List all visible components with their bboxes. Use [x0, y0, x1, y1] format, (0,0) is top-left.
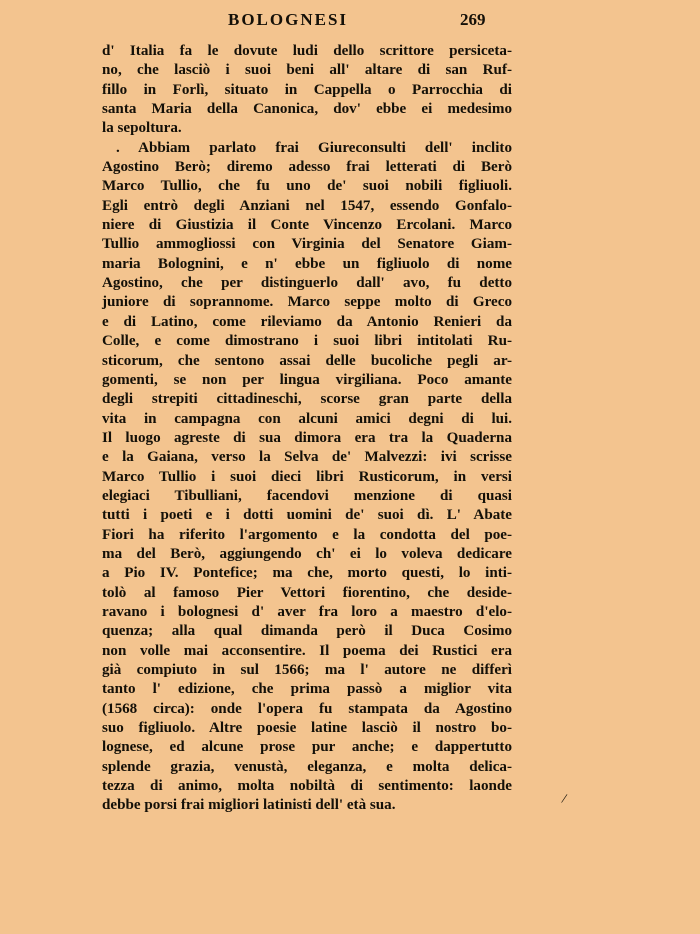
text-line: tutti i poeti e i dotti uomini de' suoi dì. L' Abate	[102, 507, 512, 524]
text-line: fillo in Forlì, situato in Cappella o Parrocchia di	[102, 81, 512, 98]
text-line: Colle, e come dimostrano i suoi libri intitolati Ru-	[102, 333, 512, 350]
text-line: Egli entrò degli Anziani nel 1547, essendo Gonfalo-	[102, 197, 512, 214]
text-line: quenza; alla qual dimanda però il Duca Cosimo	[102, 623, 512, 640]
page-number: 269	[460, 10, 486, 29]
text-line: e di Latino, come rileviamo da Antonio Renieri da	[102, 313, 512, 330]
running-head-title: BOLOGNESI	[228, 10, 349, 29]
text-line: Fiori ha riferito l'argomento e la condotta del poe-	[102, 526, 512, 543]
text-line: Il luogo agreste di sua dimora era tra la Quaderna	[102, 429, 512, 446]
text-line: lognese, ed alcune prose pur anche; e dappertutto	[102, 739, 512, 756]
text-line: . Abbiam parlato frai Giureconsulti dell' inclito	[116, 139, 512, 156]
text-line: Agostino Berò; diremo adesso frai letterati di Berò	[102, 159, 512, 176]
text-line: a Pio IV. Pontefice; ma che, morto questi, lo inti-	[102, 565, 512, 582]
text-line: già compiuto in sul 1566; ma l' autore ne differì	[102, 662, 512, 678]
text-line: non volle mai acconsentire. Il poema dei Rustici era	[102, 642, 512, 659]
text-line: vita in campagna con alcuni amici degni di lui.	[102, 410, 512, 427]
text-line: tezza di animo, molta nobiltà di sentimento: laonde	[102, 778, 512, 795]
text-line: santa Maria della Canonica, dov' ebbe ei medesimo	[102, 101, 512, 118]
text-line: splende grazia, venustà, eleganza, e molta delica-	[102, 758, 512, 775]
text-line: Agostino, che per distinguerlo dall' avo, fu detto	[102, 275, 512, 292]
text-line: elegiaci Tibulliani, facendovi menzione di quasi	[102, 487, 512, 504]
text-line: suo figliuolo. Altre poesie latine lasciò il nostro bo-	[102, 720, 512, 737]
stray-ink-mark: /	[560, 791, 568, 808]
text-line: gomenti, se non per lingua virgiliana. Poco amante	[102, 371, 512, 388]
text-line: Marco Tullio i suoi dieci libri Rusticorum, in versi	[102, 468, 512, 485]
running-head	[0, 10, 700, 34]
text-line: debbe porsi frai migliori latinisti dell' età sua.	[102, 797, 396, 814]
text-line: maria Bolognini, e n' ebbe un figliuolo di nome	[102, 255, 512, 272]
text-line: Marco Tullio, che fu uno de' suoi nobili figliuoli.	[102, 178, 512, 195]
text-line: (1568 circa): onde l'opera fu stampata da Agostino	[102, 700, 512, 717]
text-line: degli strepiti cittadineschi, scorse gran parte della	[102, 391, 512, 408]
text-line: ravano i bolognesi d' aver fra loro a maestro d'elo-	[102, 603, 512, 620]
text-line: d' Italia fa le dovute ludi dello scrittore persiceta-	[102, 43, 512, 59]
text-line: sticorum, che sentono assai delle bucoliche pegli ar-	[102, 352, 512, 369]
text-line: la sepoltura.	[102, 120, 182, 137]
text-line: Tullio ammogliossi con Virginia del Senatore Giam-	[102, 236, 512, 253]
text-line: juniore di soprannome. Marco seppe molto di Greco	[102, 294, 512, 311]
text-line: ma del Berò, aggiungendo ch' ei lo voleva dedicare	[102, 545, 512, 562]
text-line: niere di Giustizia il Conte Vincenzo Ercolani. Marco	[102, 217, 512, 234]
body-text	[102, 42, 512, 816]
text-line: tolò al famoso Pier Vettori fiorentino, che deside-	[102, 584, 512, 601]
text-line: e la Gaiana, verso la Selva de' Malvezzi: ivi scrisse	[102, 449, 512, 466]
text-line: tanto l' edizione, che prima passò a miglior vita	[102, 681, 512, 698]
text-line: no, che lasciò i suoi beni all' altare di san Ruf-	[102, 62, 512, 79]
